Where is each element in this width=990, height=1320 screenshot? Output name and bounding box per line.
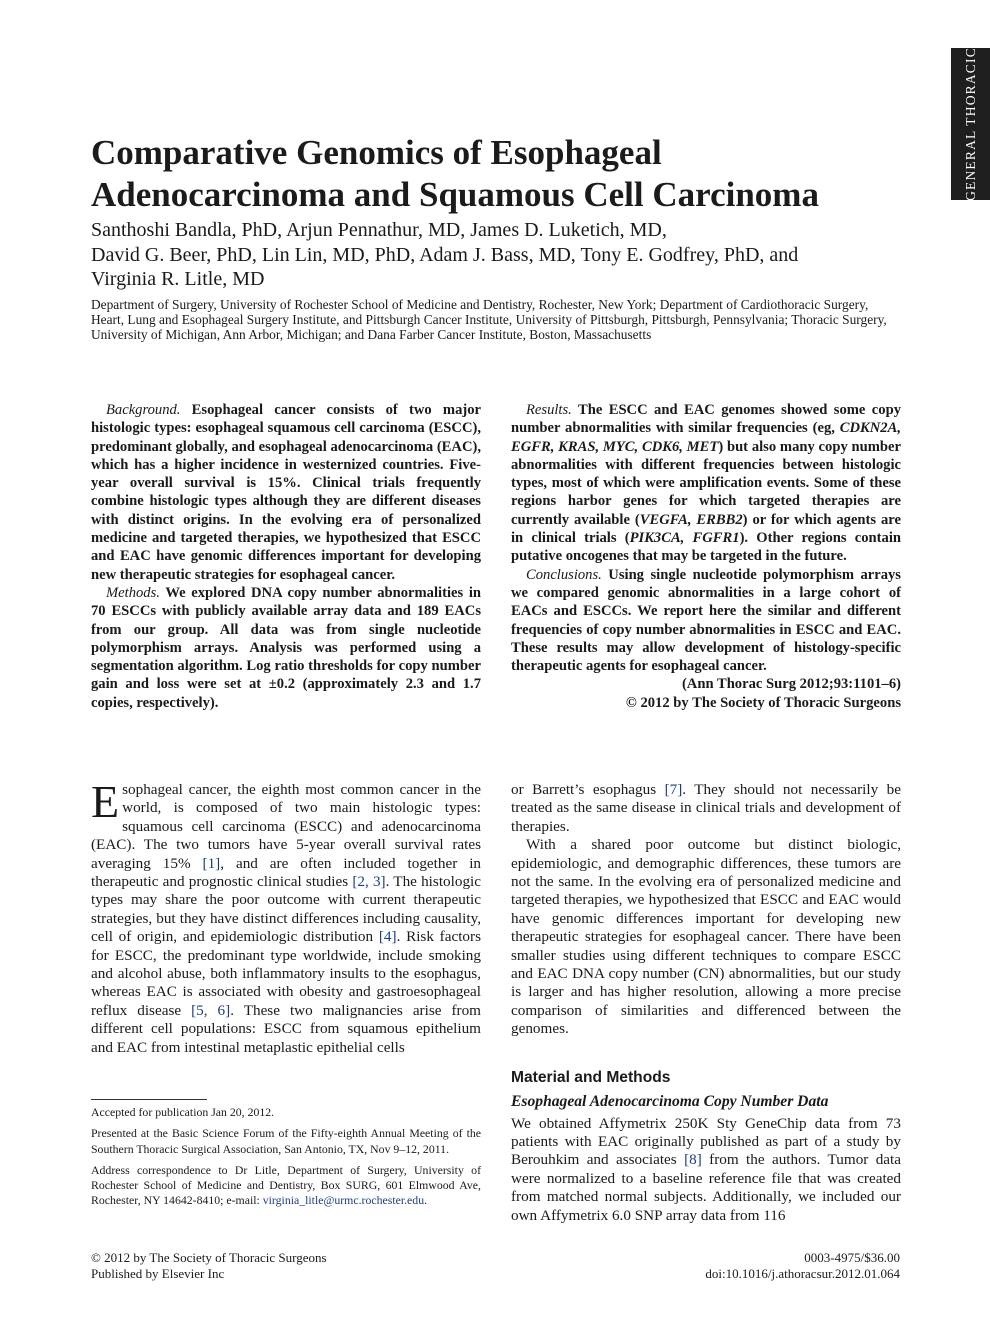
author-degree: MD — [629, 219, 662, 241]
author-degree: MD — [427, 219, 461, 241]
author-degree: MD — [538, 243, 571, 266]
author-name: Adam J. Bass — [419, 243, 529, 266]
author-degree: MD — [232, 268, 265, 290]
author-list: Santhoshi Bandla, PhD, Arjun Pennathur, MD, James D. Luketich, MD, David G. Beer, PhD, Lin Lin, MD, PhD, Adam J. Bass, MD, Tony E. Godfrey, PhD, and Virginia R. Litle, MD — [91, 219, 799, 290]
body-paragraph-continued: or Barrett’s esophagus [7]. They should not necessarily be treated as the same disease in clinical trials and development of therapies. — [511, 781, 901, 835]
reference-link[interactable]: [5, 6] — [191, 1001, 231, 1019]
abstract-methods: Methods. We explored DNA copy number abnormalities in 70 ESCCs with publicly available array data and 189 EACs from our group. All data was from single nucleotide polymorphism arrays. Analysis was performed using a segmentation algorithm. Log ratio thresholds for copy number gain and loss were set at ±0.2 (approximately 2.3 and 1.7 copies, respectively). — [91, 584, 482, 711]
affiliations: Department of Surgery, University of Rochester School of Medicine and Dentistry, Rochester, New York; Department of Cardiothoracic Surgery, Heart, Lung and Esophageal Surgery Institute, and Pittsburgh Cancer Institute, University of Pittsburgh, Pittsburgh, Pennsylvania; Thoracic Surgery, University of Michigan, Ann Arbor, Michigan; and Dana Farber Cancer Institute, Boston, Massachusetts — [91, 297, 887, 343]
footnote-presented: Presented at the Basic Science Forum of the Fifty-eighth Annual Meeting of the Southern Thoracic Surgical Association, San Antonio, TX, Nov 9–12, 2011. — [91, 1126, 481, 1156]
abstract-conclusions-head: Conclusions. — [526, 566, 602, 583]
abstract-methods-head: Methods. — [106, 584, 160, 601]
abstract-conclusions: Conclusions. Using single nucleotide polymorphism arrays we compared genomic abnormalities in a large cohort of EACs and ESCCs. We report here the similar and different frequencies of copy number abnormalities in ESCC and EAC. These results may allow development of histology-specific therapeutic agents for esophageal cancer. — [511, 566, 901, 675]
continued-text: or Barrett’s esophagus — [511, 781, 665, 798]
abstract-citation: (Ann Thorac Surg 2012;93:1101–6) — [681, 676, 901, 693]
author-degree: MD, PhD — [332, 243, 411, 266]
author-degree: PhD — [216, 243, 252, 266]
section-tab — [951, 48, 990, 200]
body-paragraph: We obtained Affymetrix 250K Sty GeneChip data from 73 patients with EAC originally published as part of a study by Berouhkim and associates [8] from the authors. Tumor data were normalized to a baseline reference file that was created from matched normal subjects. Additionally, we included our own Affymetrix 6.0 SNP array data from 116 — [511, 1114, 901, 1224]
abstract-right-column — [511, 401, 901, 712]
footnotes — [91, 1105, 481, 1215]
subsection-heading: Esophageal Adenocarcinoma Copy Number Data — [511, 1093, 829, 1111]
reference-link[interactable]: [8] — [684, 1151, 702, 1169]
email-link[interactable]: virginia_litle@urmc.rochester.edu — [262, 1193, 425, 1208]
footnote-accepted: Accepted for publication Jan 20, 2012. — [91, 1105, 275, 1119]
reference-link[interactable]: [7] — [664, 781, 683, 798]
section-heading: Material and Methods — [511, 1068, 671, 1086]
author-name: Tony E. Godfrey — [580, 243, 714, 266]
article-title: Comparative Genomics of Esophageal Adenocarcinoma and Squamous Cell Carcinoma — [91, 133, 819, 214]
footer-copyright: © 2012 by The Society of Thoracic Surgeons — [91, 1250, 327, 1265]
author-name: Arjun Pennathur — [286, 219, 418, 241]
author-name: James D. Luketich — [470, 219, 620, 241]
reference-link[interactable]: [2, 3] — [352, 873, 386, 891]
body-right-column — [511, 781, 901, 1225]
drop-cap: E — [91, 776, 120, 827]
body-left-column — [91, 776, 482, 1057]
body-paragraph: Esophageal cancer, the eighth most common cancer in the world, is composed of two main histologic types: squamous cell carcinoma (ESCC) and adenocarcinoma (EAC). The two tumors have 5-year overall survival rates averaging 15% [1], and are often included together in therapeutic and prognostic clinical studies [2, 3]. The histologic types may share the poor outcome with current therapeutic strategies, but they have distinct differences including causality, cell of origin, and epidemiologic distribution [4]. Risk factors for ESCC, the predominant type worldwide, include smoking and alcohol abuse, both inflammatory insults to the esophagus, whereas EAC is associated with obesity and gastroesophageal reflux disease [5, 6]. These two malignancies arise from different cell populations: ESCC from squamous epithelium and EAC from intestinal metaplastic epithelial cells — [91, 776, 482, 1056]
footer-left — [91, 1250, 327, 1281]
abstract-background-head: Background. — [106, 402, 181, 418]
gene-list: CDKN2A, EGFR, KRAS, MYC, CDK6, MET — [511, 420, 901, 455]
author-degree: PhD — [241, 219, 278, 241]
footer-doi: doi:10.1016/j.athoracsur.2012.01.064 — [705, 1265, 900, 1281]
footer-price: 0003-4975/$36.00 — [804, 1250, 900, 1265]
abstract-results: Results. The ESCC and EAC genomes showed some copy number abnormalities with similar frequencies (eg, CDKN2A, EGFR, KRAS, MYC, CDK6, MET) but also many copy number abnormalities with different frequencies between histologic types, most of which were amplification events. Some of these regions harbor genes for which targeted therapies are currently available (VEGFA, ERBB2) or for which agents are in clinical trials (PIK3CA, FGFR1). Other regions contain putative oncogenes that may be targeted in the future. — [511, 402, 901, 565]
author-name: Virginia R. Litle — [91, 268, 223, 290]
author-name: David G. Beer — [91, 243, 207, 266]
abstract-background: Background. Esophageal cancer consists of two major histologic types: esophageal squamous cell carcinoma (ESCC), predominant globally, and esophageal adenocarcinoma (EAC), which has a higher incidence in westernized countries. Five-year overall survival is 15%. Clinical trials frequently combine histologic types although they are different diseases with distinct origins. In the evolving era of personalized medicine and targeted therapies, we hypothesized that ESCC and EAC have genomic differences important for developing new therapeutic strategies for esophageal cancer. — [91, 402, 481, 583]
footer-publisher: Published by Elsevier Inc — [91, 1265, 225, 1281]
body-paragraph: With a shared poor outcome but distinct biologic, epidemiologic, and demographic differences, these tumors are not the same. In the evolving era of personalized medicine and targeted therapies, we hypothesized that ESCC and EAC would have genomic differences important for developing new therapeutic strategies for esophageal cancer. There have been smaller studies using different techniques to compare ESCC and EAC DNA copy number (CN) abnormalities, but our study is larger and has higher resolution, allowing a more precise comparison of similarities and differenced between the genomes. — [511, 836, 901, 1038]
abstract-results-head: Results. — [526, 402, 572, 418]
reference-link[interactable]: [4] — [378, 928, 397, 946]
abstract-left-column — [91, 401, 481, 712]
author-name: Santhoshi Bandla — [91, 219, 232, 241]
author-name: Lin Lin — [261, 243, 323, 266]
gene-list: PIK3CA, FGFR1 — [629, 530, 740, 547]
abstract-copyright: © 2012 by The Society of Thoracic Surgeons — [625, 694, 901, 711]
footnote-address: Address correspondence to Dr Litle, Department of Surgery, University of Rochester School of Medicine and Dentistry, Box SURG, 601 Elmwood Ave, Rochester, NY 14642-8410; e-mail: virginia_litle@urmc.rochester.edu. — [91, 1162, 481, 1208]
column-continues: . These two malignancies arise from different cell populations: ESCC from squamous epithelium and EAC from intestinal metaplastic epithelial cells — [91, 1001, 481, 1056]
reference-link[interactable]: [1] — [202, 854, 221, 872]
footnote-rule — [91, 1099, 207, 1100]
footer-right — [705, 1250, 900, 1281]
gene-list: VEGFA, ERBB2 — [639, 511, 743, 528]
author-degree: PhD — [723, 243, 760, 266]
section-tab-label: GENERAL THORACIC — [962, 47, 978, 201]
